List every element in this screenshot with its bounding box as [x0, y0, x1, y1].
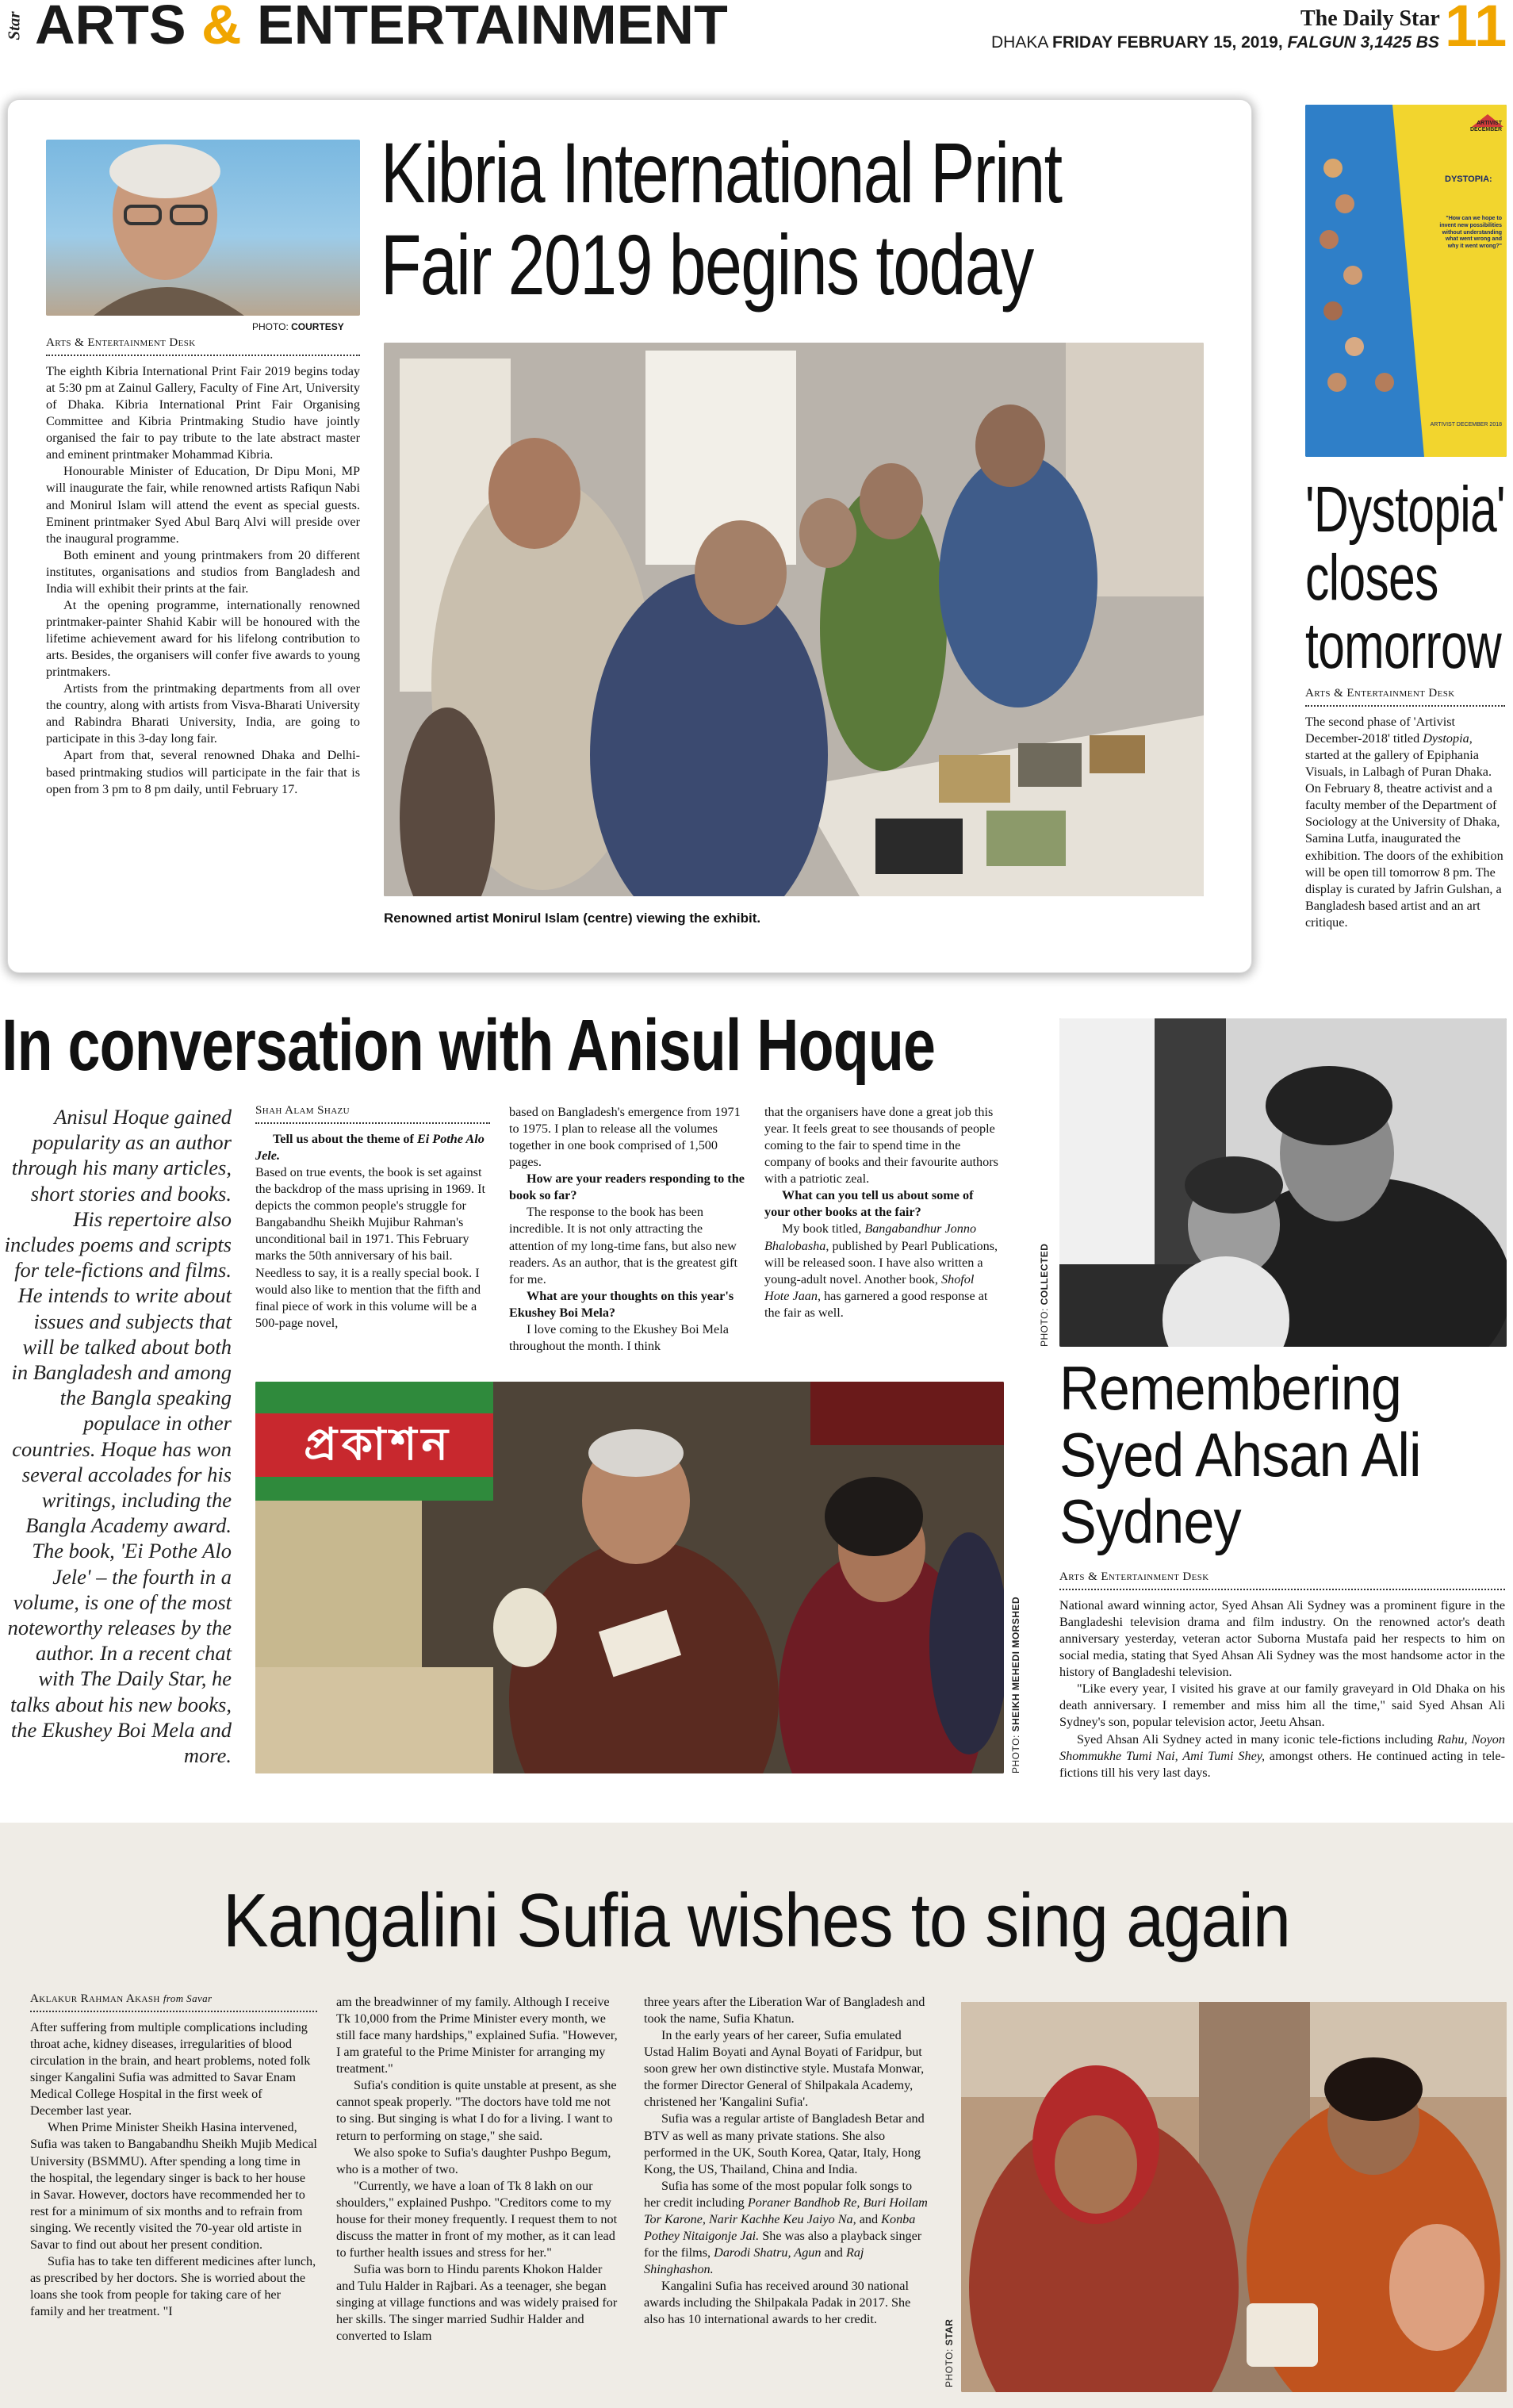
side-logo: Star — [4, 11, 24, 40]
sydney-body — [1059, 1597, 1505, 1781]
kibria-paragraph: Honourable Minister of Education, Dr Dipu Moni, MP will inaugurate the fair, while renowned artists Rafiqun Nabi and Monirul Islam will attend the event as special guests. Eminent printmaker Syed Abul Barq Alvi will preside over the inaugural programme. — [46, 464, 360, 546]
sydney-scene — [1059, 1018, 1507, 1347]
section-title-ampersand: & — [201, 0, 242, 56]
section-title-arts: ARTS — [35, 0, 186, 56]
anisul-pull-quote: Anisul Hoque gained popularity as an author through his many articles, short stories and books. His repertoire also includes poems and scripts for tele-fictions and films. He intends to write about issues and subjects that will be talked about both in Bangladesh and among the Bangla speaking populace in other countries. Hoque has won several accolades for his writings, including the Bangla Academy award. The book, 'Ei Pothe Alo Jele' – the fourth in a volume, is one of the most noteworthy releases by the author. In a recent chat with The Daily Star, he talks about his new books, the Ekushey Boi Mela and more. — [4, 1105, 232, 1768]
sydney-article — [1059, 1570, 1505, 1781]
sufia-byline: Aklakur Rahman Akash from Savar — [30, 1992, 317, 2012]
kibria-exhibit-photo — [384, 343, 1204, 896]
anisul-question: What are your thoughts on this year's Ekushey Boi Mela? — [509, 1288, 734, 1320]
page-number: 11 — [1445, 0, 1507, 59]
anisul-answer: My book titled, Bangabandhur Jonno Bhalobasha, published by Pearl Publications, will be released soon. I have also written a young-adult novel. Another book, Shofol Hote Jaan, has garnered a good response at the fair as well. — [764, 1221, 998, 1320]
dystopia-body: The second phase of 'Artivist December-2018' titled Dystopia, started at the gallery of Epiphania Visuals, in Lalbagh of Puran Dhaka. On February 8, theatre activist and a faculty member of the Department of Sociology at the University of Dhaka, Samina Lutfa, inaugurated the exhibition. The doors of the exhibition will be open till tomorrow 8 pm. The display is curated by Jafrin Gulshan, a Bangladesh based artist and an art critique. — [1305, 715, 1503, 930]
kibria-portrait-credit: PHOTO: COURTESY — [252, 321, 344, 332]
sufia-photo — [961, 2002, 1507, 2392]
dateline-city: DHAKA — [991, 33, 1048, 52]
poster-badge: ARTIVIST DECEMBER — [1469, 121, 1502, 132]
portrait-figure — [46, 140, 360, 316]
masthead: The Daily Star — [1300, 6, 1440, 31]
dystopia-byline: Arts & Entertainment Desk — [1305, 687, 1505, 707]
sufia-col-1 — [30, 1992, 317, 2320]
sufia-paragraph: Sufia has some of the most popular folk songs to her credit including Poraner Bandhob Re, Buri Hoilam Tor Karone, Narir Kachhe Keu Jaiyo Na, and Konba Pothey Nitaigonje Jai. She was also a playback singer for the films, Darodi Shatru, Agun and Raj Shinghashon. — [644, 2178, 928, 2276]
anisul-answer: The response to the book has been incredible. It is not only attracting the attention of my long-time fans, but also new readers. As an author, that is the greatest gift for me. — [509, 1205, 737, 1286]
anisul-answer: based on Bangladesh's emergence from 1971 to 1975. I plan to release all the volumes together in one book comprised of 1,500 pages. — [509, 1105, 741, 1170]
sydney-paragraph: Syed Ahsan Ali Sydney acted in many iconic tele-fictions including Rahu, Noyon Shommukhe Tumi Nai, Ami Tumi Shey, amongst others. He continued acting in tele-fictions till his very last days. — [1059, 1731, 1505, 1780]
sufia-paragraph: Kangalini Sufia has received around 30 national awards including the Shilpakala Padak in 2017. She also has 10 international awards to her credit. — [644, 2279, 911, 2327]
kibria-paragraph: Apart from that, several renowned Dhaka and Delhi-based printmaking studios will participate in the fair that is open from 3 pm to 8 pm daily, until February 17. — [46, 748, 360, 796]
kibria-paragraph: Both eminent and young printmakers from 20 different institutes, organisations and studios from Bangladesh and India will exhibit their prints at the fair. — [46, 547, 360, 596]
poster-quote: "How can we hope to invent new possibilities without understanding what went wrong and why it went wrong?" — [1439, 216, 1502, 249]
kibria-headline: Kibria International Print Fair 2019 begins today — [381, 125, 1062, 313]
sydney-paragraph: National award winning actor, Syed Ahsan Ali Sydney was a prominent figure in the Bangladeshi television drama and film industry. On the renowned actor's death anniversary yesterday, veteran actor Suborna Mustafa paid her respects to him on social media, stating that Syed Ahsan Ali Sydney was the most handsome actor in the history of Bangladeshi television. — [1059, 1598, 1505, 1680]
dystopia-poster — [1305, 105, 1507, 457]
dystopia-article — [1305, 687, 1505, 931]
sydney-headline: Remembering Syed Ahsan Ali Sydney — [1059, 1353, 1421, 1556]
anisul-bookfair-photo — [255, 1382, 1004, 1773]
sufia-paragraph: Sufia's condition is quite unstable at present, as she cannot speak properly. "The doctors have told me not to sing. But singing is what I do for a living. I want to return to performing on stage," she said. — [336, 2078, 617, 2143]
sufia-paragraph: three years after the Liberation War of Bangladesh and took the name, Sufia Khatun. — [644, 1995, 925, 2026]
sufia-headline: Kangalini Sufia wishes to sing again — [222, 1878, 1291, 1963]
sydney-photo — [1059, 1018, 1507, 1347]
dateline — [991, 33, 1439, 52]
sufia-paragraph: Sufia was born to Hindu parents Khokon Halder and Tulu Halder in Rajbari. As a teenager, she began singing at village functions and was widely praised for her skills. The singer married Sudhir Halder and converted to Islam — [336, 2262, 618, 2344]
kibria-byline: Arts & Entertainment Desk — [46, 336, 360, 356]
anisul-answer: I love coming to the Ekushey Boi Mela throughout the month. I think — [509, 1321, 729, 1353]
poster-title: DYSTOPIA: — [1445, 174, 1492, 184]
anisul-question: Tell us about the theme of Ei Pothe Alo Jele. — [255, 1132, 485, 1164]
sufia-photo-credit: PHOTO: STAR — [944, 2318, 955, 2387]
kibria-paragraph: Artists from the printmaking departments from all over the country, along with artists from Visva-Bharati University and Rabindra Bharati University, India, are going to participate in this 3-day long fair. — [46, 681, 360, 746]
anisul-col-3 — [764, 1104, 999, 1321]
kibria-paragraph: At the opening programme, internationally renowned printmaker-painter Shahid Kabir will be honoured with the lifetime achievement award for his lifelong contribution to arts. Besides, the organisers will confer five awards to young printmakers. — [46, 597, 360, 680]
anisul-col-1 — [255, 1104, 490, 1332]
poster-art — [1305, 105, 1507, 457]
dystopia-headline: 'Dystopia' closes tomorrow — [1305, 474, 1505, 682]
sufia-paragraph: We also spoke to Sufia's daughter Pushpo Begum, who is a mother of two. — [336, 2145, 611, 2176]
bookfair-stall-sign: প্রকাশন — [304, 1419, 453, 1470]
anisul-question: How are your readers responding to the book so far? — [509, 1171, 745, 1203]
sufia-paragraph: "Currently, we have a loan of Tk 8 lakh on our shoulders," explained Pushpo. "Creditors come to my house for their money frequently. I request them to not discuss the matter in front of my mother, as it can lead to further health issues and stress for her." — [336, 2178, 618, 2260]
poster-footer: ARTIVIST DECEMBER 2018 — [1430, 422, 1502, 428]
section-title — [35, 0, 728, 57]
kibria-portrait — [46, 140, 360, 316]
anisul-headline: In conversation with Anisul Hoque — [2, 1005, 936, 1086]
sufia-paragraph: When Prime Minister Sheikh Hasina intervened, Sufia was taken to Bangabandhu Sheikh Mujib Medical University (BSMMU). After spending a long time in the hospital, the legendary singer is back to her house in Savar. However, doctors have recommended her to rest for a minimum of six months and to refrain from singing. We recently visited the 70-year old artiste in Savar to find out about her present condition. — [30, 2120, 317, 2252]
sydney-paragraph: "Like every year, I visited his grave at our family graveyard in Old Dhaka on his death anniversary. I remember and miss him all the time," said Syed Ahsan Ali Sydney's son, popular television actor, Jeetu Ahsan. — [1059, 1681, 1505, 1730]
sufia-paragraph: Sufia has to take ten different medicines after lunch, as prescribed by her doctors. She is worried about the loans she took from people for taking care of her family and her treatment. "I — [30, 2253, 316, 2319]
sufia-scene — [961, 2002, 1507, 2392]
anisul-question: What can you tell us about some of your other books at the fair? — [764, 1188, 974, 1220]
dateline-bengali: FALGUN 3,1425 BS — [1287, 33, 1439, 52]
anisul-answer: that the organisers have done a great job this year. It feels great to see thousands of people coming to the fair to spend time in the company of books and their favourite authors with a patriotic zeal. — [764, 1105, 998, 1187]
kibria-photo-caption: Renowned artist Monirul Islam (centre) viewing the exhibit. — [384, 911, 761, 926]
sufia-paragraph: After suffering from multiple complications including throat ache, kidney diseases, irregularities of blood circulation in the brain, and heart problems, noted folk singer Kangalini Sufia was admitted to Savar Enam Medical College Hospital in the first week of December last year. — [30, 2020, 311, 2119]
sufia-paragraph: am the breadwinner of my family. Although I receive Tk 10,000 from the Prime Minister every month, we still face many hardships," explained Sufia. "However, I am grateful to the Prime Minister for arranging my treatment." — [336, 1995, 618, 2076]
sydney-byline: Arts & Entertainment Desk — [1059, 1570, 1505, 1590]
anisul-photo-credit: PHOTO: SHEIKH MEHEDI MORSHED — [1010, 1596, 1021, 1773]
sydney-photo-credit: PHOTO: COLLECTED — [1039, 1243, 1050, 1347]
dateline-date: FRIDAY FEBRUARY 15, 2019, — [1052, 33, 1283, 52]
kibria-paragraph: The eighth Kibria International Print Fair 2019 begins today at 5:30 pm at Zainul Gallery, Faculty of Fine Art, University of Dhaka. Kibria International Print Fair Organising Committee and Kibria Printmaking Studio have jointly organised the fair to pay tribute to the late abstract master and eminent printmaker Mohammad Kibria. — [46, 364, 360, 462]
anisul-answer: Based on true events, the book is set against the backdrop of the mass uprising in 1969. It depicts the common people's struggle for Bangabandhu Sheikh Mujibur Rahman's unconditional bail in 1971. This February marks the 50th anniversary of his bail. Needless to say, it is a really special book. I would also like to mention that the fifth and final piece of work in this volume will be a 500-page novel, — [255, 1165, 485, 1330]
anisul-col-2 — [509, 1104, 745, 1355]
kibria-article — [46, 336, 360, 798]
exhibit-scene — [384, 343, 1204, 896]
sufia-col-3 — [644, 1994, 931, 2328]
anisul-byline: Shah Alam Shazu — [255, 1104, 490, 1124]
sufia-paragraph: In the early years of her career, Sufia emulated Ustad Halim Boyati and Aynal Boyati of Faridpur, but soon grew her own distinctive style. Mustafa Monwar, the former Director General of Shilpakala Academy, christened her 'Kangalini Sufia'. — [644, 2028, 925, 2110]
section-title-entertainment: ENTERTAINMENT — [257, 0, 728, 56]
kibria-body — [46, 363, 360, 798]
sufia-col-2 — [336, 1994, 623, 2345]
sufia-paragraph: Sufia was a regular artiste of Bangladesh Betar and BTV as well as many private stations. She also performed in the UK, South Korea, Qatar, Italy, Hong Kong, the US, Thailand, China and India. — [644, 2111, 925, 2176]
